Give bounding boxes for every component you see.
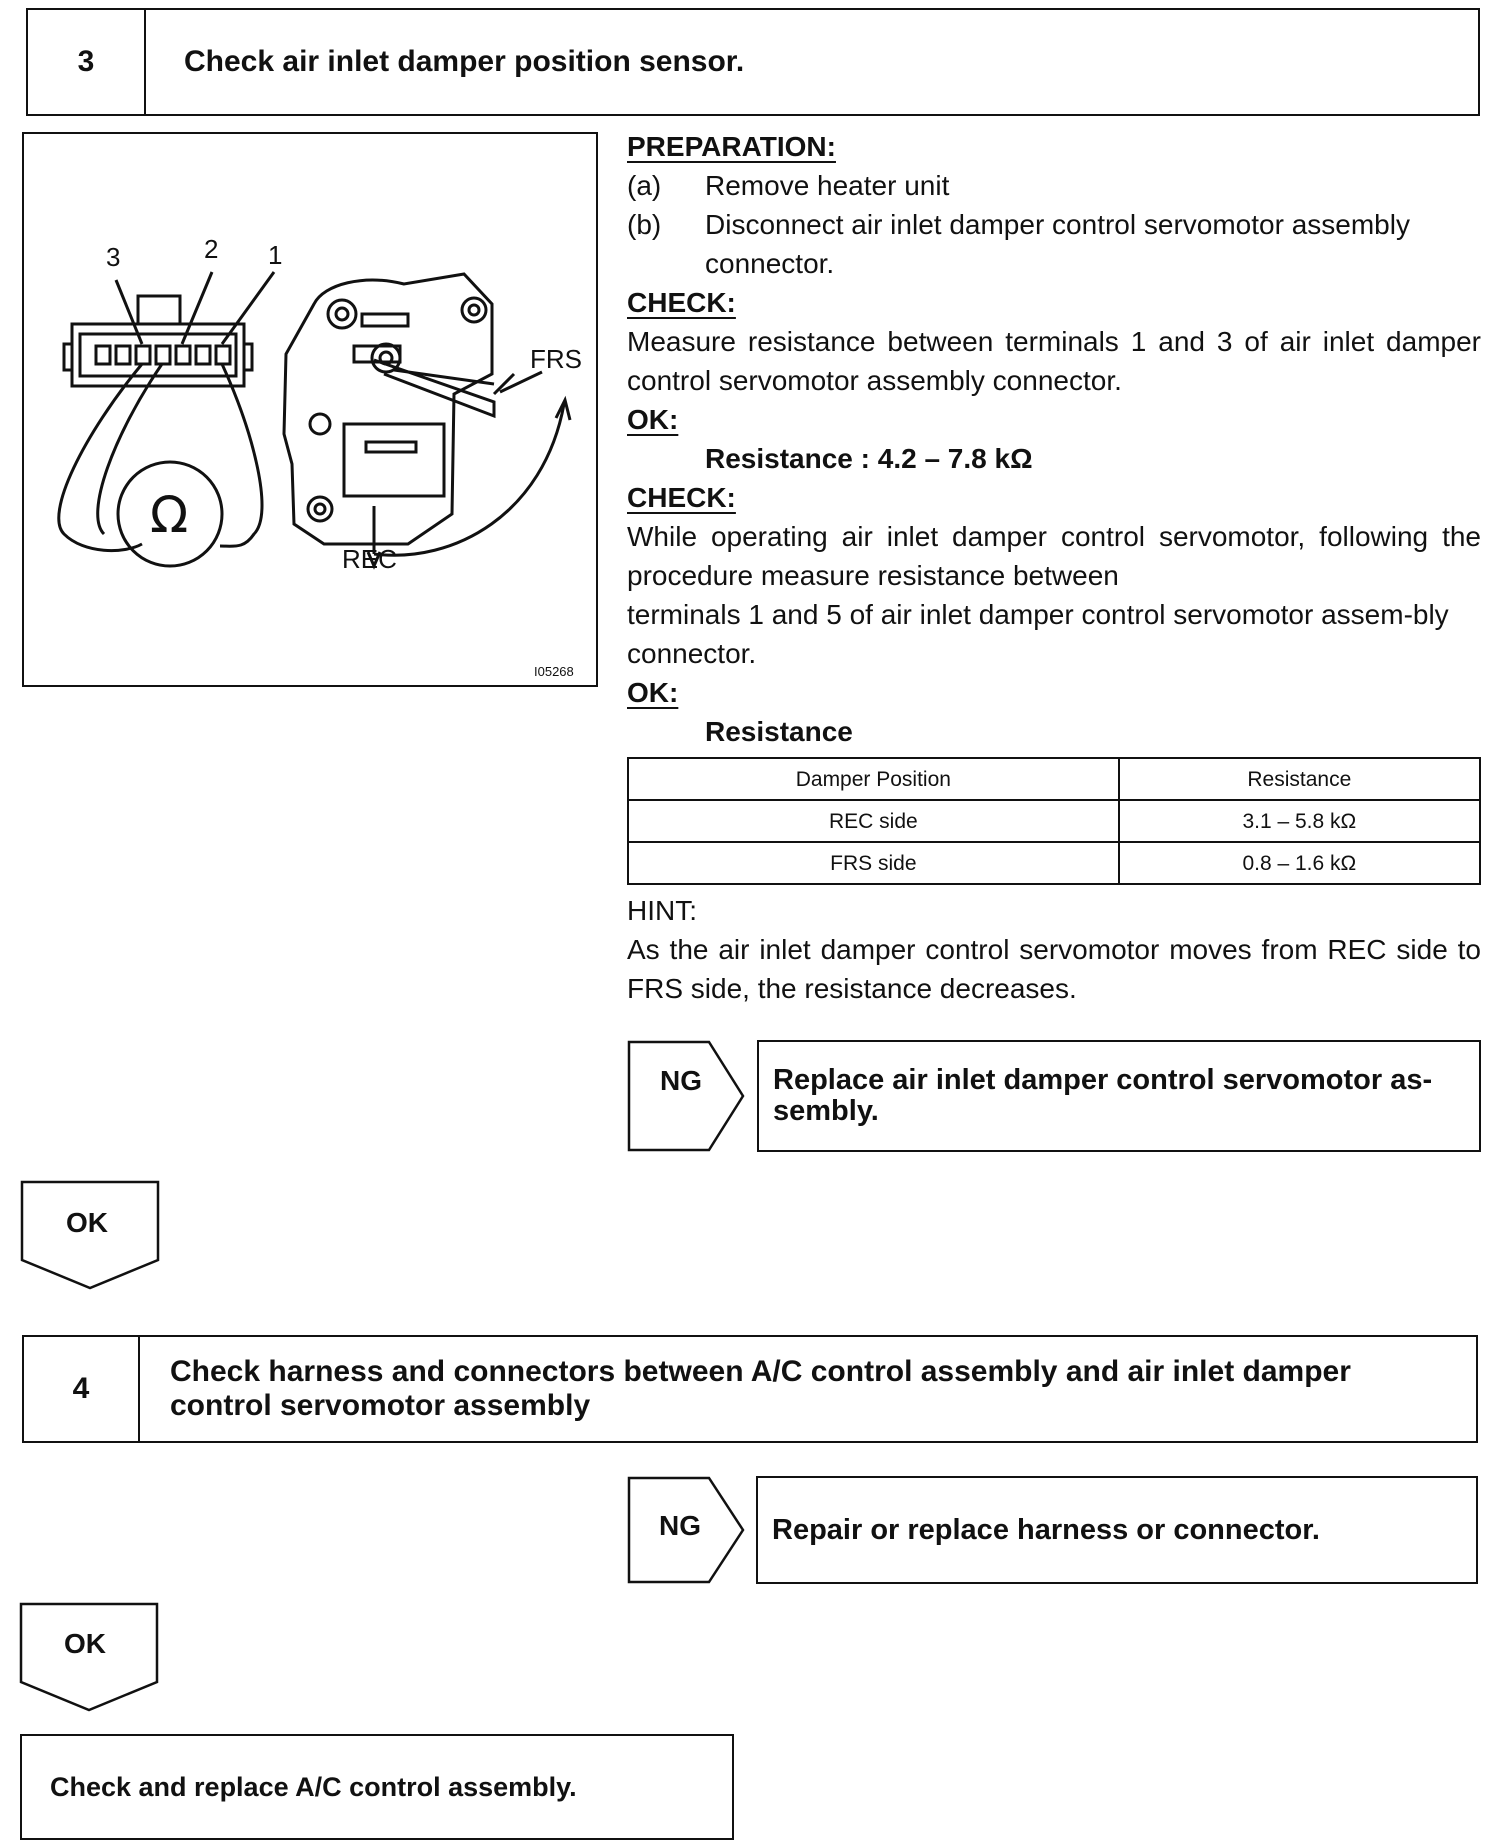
table-cell: 3.1 – 5.8 kΩ [1119, 800, 1480, 842]
ok-heading: OK: [627, 404, 679, 435]
ok-spec: Resistance [705, 716, 853, 747]
ok-flow-label: OK [66, 1207, 108, 1238]
ng-result-box: Replace air inlet damper control servomotor as-sembly. [757, 1040, 1481, 1152]
step-4-header [22, 1335, 1478, 1443]
table-cell: FRS side [628, 842, 1119, 884]
ohm-symbol: Ω [150, 486, 189, 544]
step-4-number: 4 [24, 1337, 140, 1441]
table-cell: 0.8 – 1.6 kΩ [1119, 842, 1480, 884]
preparation-item-text: Remove heater unit [705, 170, 950, 201]
ok-flow-label: OK [64, 1628, 106, 1659]
frs-label: FRS [530, 344, 582, 374]
ok-spec: Resistance : 4.2 – 7.8 kΩ [705, 443, 1033, 474]
preparation-item [627, 166, 1481, 205]
check-heading: CHECK: [627, 287, 736, 318]
step-4-title: Check harness and connectors between A/C control assembly and air inlet damper control servomotor assembly [170, 1355, 1351, 1422]
preparation-heading: PREPARATION: [627, 131, 836, 162]
preparation-item-text: Disconnect air inlet damper control servomotor assembly connector. [705, 209, 1410, 279]
preparation-item [627, 205, 1481, 283]
check-text: While operating air inlet damper control servomotor, following the procedure measure resistance between [627, 521, 1481, 591]
pin-label-3: 3 [106, 242, 121, 272]
ng-result-box: Repair or replace harness or connector. [756, 1476, 1478, 1584]
ng-label: NG [659, 1510, 701, 1541]
hint-text: As the air inlet damper control servomotor moves from REC side to FRS side, the resistance decreases. [627, 934, 1481, 1004]
step-3-number: 3 [28, 10, 146, 114]
check-text: Measure resistance between terminals 1 and 3 of air inlet damper control servomotor assembly connector. [627, 326, 1481, 396]
table-header-row [628, 758, 1480, 800]
step-3-instructions [627, 127, 1481, 1008]
check-heading: CHECK: [627, 482, 736, 513]
connector-diagram [24, 134, 596, 685]
final-action-box: Check and replace A/C control assembly. [20, 1734, 734, 1840]
ng-label: NG [660, 1065, 702, 1096]
table-row [628, 800, 1480, 842]
resistance-table [627, 757, 1481, 885]
ok-heading: OK: [627, 677, 679, 708]
rec-label: REC [342, 544, 397, 574]
table-header-cell: Resistance [1119, 758, 1480, 800]
step-3-title: Check air inlet damper position sensor. [184, 45, 745, 78]
sensor-figure [22, 132, 598, 687]
step-3-header [26, 8, 1480, 116]
table-row [628, 842, 1480, 884]
pin-label-1: 1 [268, 240, 283, 270]
pin-label-2: 2 [204, 234, 219, 264]
preparation-item-label: (a) [627, 170, 662, 201]
hint-heading: HINT: [627, 895, 697, 926]
table-header-cell: Damper Position [628, 758, 1119, 800]
check-text: terminals 1 and 5 of air inlet damper control servomotor assem-bly connector. [627, 599, 1449, 669]
preparation-item-label: (b) [627, 209, 662, 240]
figure-code: I05268 [534, 664, 574, 679]
table-cell: REC side [628, 800, 1119, 842]
